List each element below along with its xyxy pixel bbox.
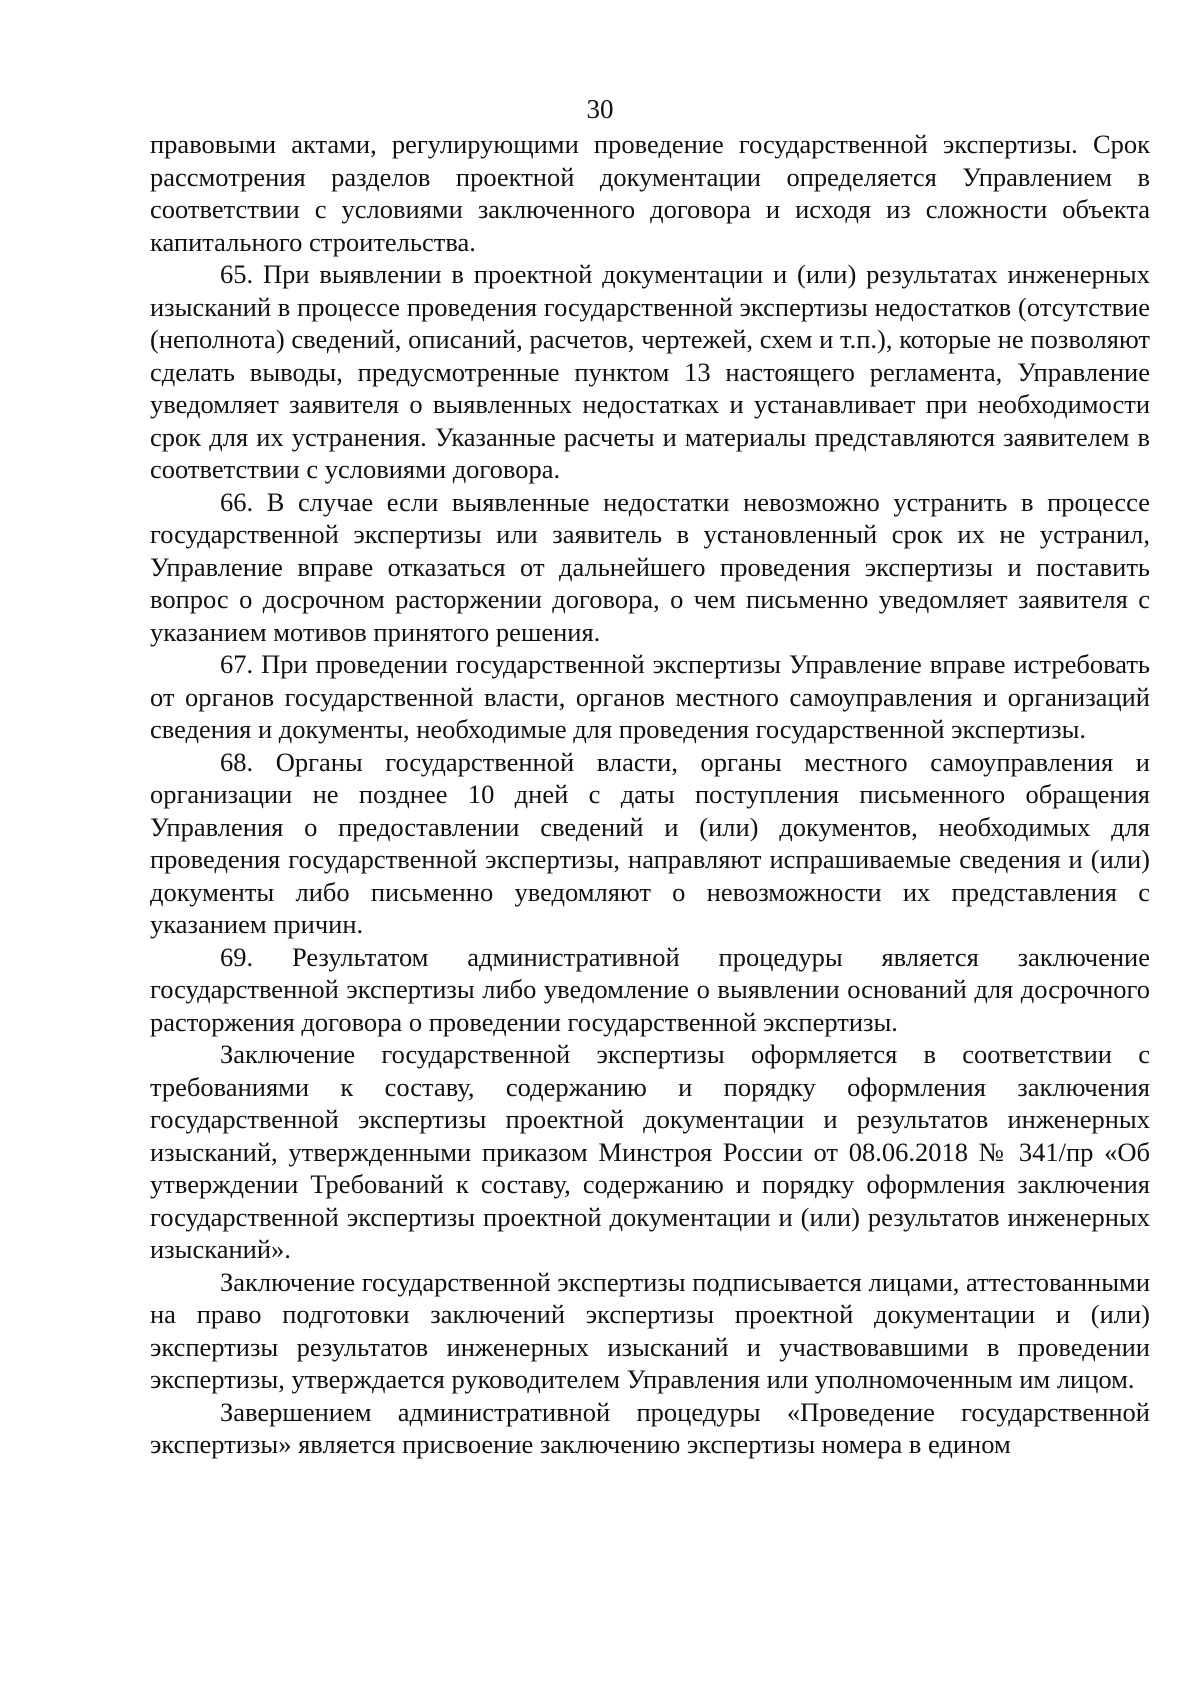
paragraph-67: 67. При проведении государственной экспертизы Управление вправе истребовать от органов государственной власти, органов местного самоуправления и организаций сведения и документы, необходимые для проведения государственной экспертизы. [150,649,1150,744]
document-body [150,128,1150,1461]
page-number: 30 [586,94,614,124]
paragraph-65: 65. При выявлении в проектной документации и (или) результатах инженерных изысканий в процессе проведения государственной экспертизы недостатков (отсутствие (неполнота) сведений, описаний, расчетов, чертежей, схем и т.п.), которые не позволяют сделать выводы, предусмотренные пунктом 13 настоящего регламента, Управление уведомляет заявителя о выявленных недостатках и устанавливает при необходимости срок для их устранения. Указанные расчеты и материалы представляются заявителем в соответствии с условиями договора. [150,259,1150,484]
paragraph-continuation: правовыми актами, регулирующими проведение государственной экспертизы. Срок рассмотрения разделов проектной документации определяется Управлением в соответствии с условиями заключенного договора и исходя из сложности объекта капитального строительства. [150,129,1150,257]
paragraph-68: 68. Органы государственной власти, органы местного самоуправления и организации не позднее 10 дней с даты поступления письменного обращения Управления о предоставлении сведений и (или) документов, необходимых для проведения государственной экспертизы, направляют испрашиваемые сведения и (или) документы либо письменно уведомляют о невозможности их представления с указанием причин. [150,746,1150,939]
paragraph-69: 69. Результатом административной процедуры является заключение государственной экспертизы либо уведомление о выявлении оснований для досрочного расторжения договора о проведении государственной экспертизы. [150,941,1150,1037]
paragraph-66: 66. В случае если выявленные недостатки невозможно устранить в процессе государственной экспертизы или заявитель в установленный срок их не устранил, Управление вправе отказаться от дальнейшего проведения экспертизы и поставить вопрос о досрочном расторжении договора, о чем письменно уведомляет заявителя с указанием мотивов принятого решения. [150,486,1150,647]
paragraph-procedure-completion: Завершением административной процедуры «Проведение государственной экспертизы» является присвоение заключению экспертизы номера в едином [150,1396,1150,1459]
paragraph-conclusion-signing: Заключение государственной экспертизы подписывается лицами, аттестованными на право подготовки заключений экспертизы проектной документации и (или) экспертизы результатов инженерных изысканий и участвовавшими в проведении экспертизы, утверждается руководителем Управления или уполномоченным им лицом. [150,1266,1150,1394]
paragraph-conclusion-format: Заключение государственной экспертизы оформляется в соответствии с требованиями к составу, содержанию и порядку оформления заключения государственной экспертизы проектной документации и результатов инженерных изысканий, утвержденными приказом Минстроя России от 08.06.2018 № 341/пр «Об утверждении Требований к составу, содержанию и порядку оформления заключения государственной экспертизы проектной документации и (или) результатов инженерных изысканий». [150,1039,1150,1264]
